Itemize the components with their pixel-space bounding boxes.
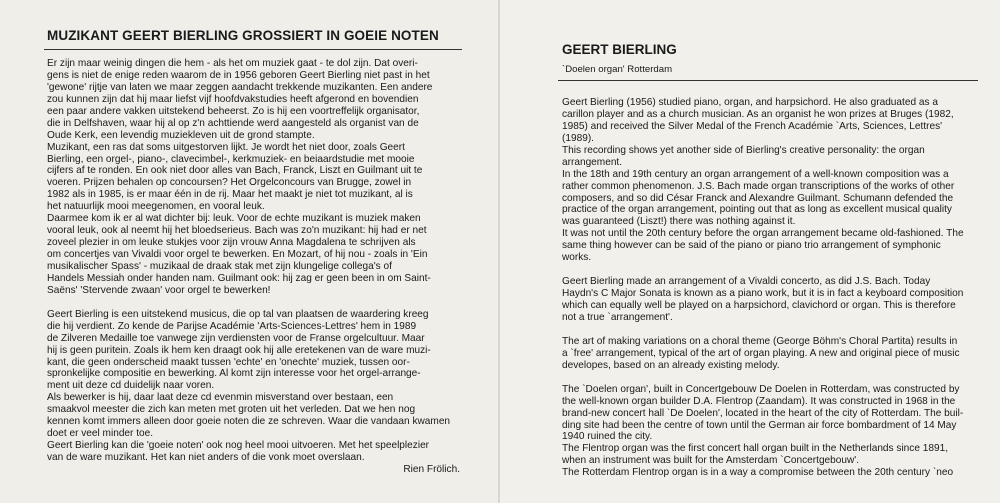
text-line: Bierling, een orgel-, piano-, clavecimbel-, kerkmuziek- en beiaardstudie met mooie (47, 153, 415, 165)
text-line: This recording shows yet another side of Bierling's creative personality: the organ (562, 144, 925, 156)
text-line: 1985) and received the Silver Medal of the French Académie `Arts, Sciences, Lettres' (562, 120, 943, 132)
paragraph-gap (562, 372, 976, 384)
text-line: ment uit deze cd duidelijk naar voren. (47, 380, 215, 392)
text-line: Geert Bierling is een uitstekend musicus, die op tal van plaatsen de waardering kreeg (47, 308, 429, 320)
text-line: The Rotterdam Flentrop organ is in a way a compromise between the 20th century `neo (562, 467, 954, 479)
text-line: ding site had been the centre of town until the German air force bombardment of 14 May (562, 419, 957, 431)
text-line: hij is geen puritein. Zoals ik hem ken draagt ook hij alle eretekenen van de ware muzi- (47, 344, 431, 356)
text-line: 1940 ruined the city. (562, 431, 653, 443)
text-line: when an instrument was built for the Amsterdam `Concertgebouw'. (562, 455, 860, 467)
text-line: kant, die geen onderscheid maakt tussen 'echte' en 'onechte' muziek, tussen oor- (47, 356, 410, 368)
text-line: Er zijn maar weinig dingen die hem - als het om muziek gaat - te dol zijn. Dat overi- (47, 58, 418, 69)
right-page (500, 0, 1000, 503)
text-line: arrangement. (562, 156, 623, 168)
text-line: Geert Bierling (1956) studied piano, organ, and harpsichord. He also graduated as a (562, 97, 938, 108)
text-line: 'gewone' rijtje van laten we maar zeggen aandacht trekkende muzikanten. Een andere (47, 81, 433, 93)
paragraph-gap (562, 324, 976, 336)
text-line: not a true `arrangement'. (562, 311, 673, 323)
left-page-title: MUZIKANT GEERT BIERLING GROSSIERT IN GOEIE NOTEN (47, 28, 439, 43)
text-line: carillon player and as a church musician. As an organist he won prizes at Bruges (1982, (562, 108, 954, 120)
text-line: Als bewerker is hij, daar laat deze cd evenmin misverstand over bestaan, een (47, 392, 394, 404)
text-line: Saëns' 'Stervende zwaan' voor orgel te bewerken! (47, 284, 271, 296)
text-line: composers, and so did César Franck and Alexandre Guilmant. Schumann defended the (562, 192, 954, 204)
text-line: vooral leuk, ook al neemt hij het bloedserieus. Bach was zo'n muzikant: hij had er net (47, 225, 427, 237)
text-line: which can equally well be played on a harpsichord, clavichord or organ. This is therefore (562, 300, 956, 311)
text-line: zou kunnen zijn dat hij maar liefst vijf hoofdvakstudies heeft afgerond en bovendien (47, 93, 419, 105)
text-line: smaakvol meester die zich kan meten met groten uit het verleden. Dat we hen nog (47, 404, 416, 416)
text-line: The Flentrop organ was the first concert hall organ built in the Netherlands since 1891, (562, 443, 949, 455)
text-line: voeren. Prijzen behalen op concoursen? Het Orgelconcours van Brugge, zowel in (47, 177, 412, 189)
text-line: was guaranteed (Liszt!) there was nothing against it. (562, 216, 796, 228)
text-line: Handels Messiah onder handen nam. Guilmant ook: hij zag er geen been in om Saint- (47, 272, 431, 284)
right-title-rule (558, 80, 978, 81)
text-line: gens is niet de enige reden waarom de in 1956 geboren Geert Bierling niet past in het (47, 69, 430, 81)
text-line: het natuurlijk mooi meegenomen, en vooral leuk. (47, 201, 265, 213)
text-line: musikalischer Spass' - muzikaal de draak stak met zijn klungelige collega's of (47, 260, 392, 272)
text-line: rather common phenomenon. J.S. Bach made organ transcriptions of the works of other (562, 180, 955, 192)
text-line: works. (562, 252, 592, 264)
text-line: Muzikant, een ras dat soms uitgestorven lijkt. Je wordt het niet door, zoals Geert (47, 141, 405, 153)
paragraph-gap (562, 264, 976, 276)
text-line: Daarmee kom ik er al wat dichter bij: leuk. Voor de echte muzikant is muziek maken (47, 213, 421, 225)
text-line: the well-known organ builder D.A. Flentrop (Zaandam). It was constructed in 1968 in the (562, 395, 956, 407)
text-line: Oude Kerk, een levendig muziekleven uit de grond stampte. (47, 129, 315, 141)
text-line: Haydn's C Major Sonata is known as a piano work, but it is in fact a keyboard composition (562, 288, 964, 300)
text-line: Geert Bierling kan die 'goeie noten' ook nog heel mooi uitvoeren. Met het speelplezier (47, 440, 430, 452)
text-line: same thing however can be said of the piano or piano trio arrangement of symphonic (562, 240, 941, 252)
signature: Rien Frölich. (403, 463, 460, 475)
text-line: 1982 als in 1985, is er maar één in de rij. Maar het maakt je niet tot muzikant, al is (47, 189, 413, 201)
text-line: (1989). (562, 132, 594, 144)
text-line: die in Delfshaven, waar hij al op z'n achttiende werd aangesteld als organist van de (47, 117, 419, 129)
text-line: practice of the organ arrangement, pointing out that as long as excellent musical quality (562, 204, 952, 216)
text-line: doet er veel minder toe. (47, 428, 154, 440)
text-line: een paar andere vakken uitstekend beheerst. Zo is hij een voortreffelijk organisator, (47, 105, 420, 117)
right-page-subtitle: `Doelen organ' Rotterdam (562, 64, 673, 75)
left-body-text (47, 58, 460, 476)
text-line: zoveel plezier in om leuke stukjes voor zijn vrouw Anna Magdalena te schrijven als (47, 237, 416, 249)
text-line: kennen komt immers alleen door goeie noten die ze schreven. Waar die vandaan kwamen (47, 416, 451, 428)
text-line: om concertjes van Vivaldi voor orgel te bewerken. En Mozart, of hij nou - zoals in 'Ein (47, 249, 428, 260)
text-line: It was not until the 20th century before the organ arrangement became old-fashioned. The (562, 228, 964, 240)
text-line: de Zilveren Medaille toe vanwege zijn verdiensten voor de Franse orgelcultuur. Maar (47, 332, 425, 344)
text-line: developes, based on an already existing melody. (562, 359, 780, 371)
text-line: The `Doelen organ', built in Concertgebouw De Doelen in Rotterdam, was constructed by (562, 383, 960, 395)
text-line: brand-new concert hall `De Doelen', located in the heart of the city of Rotterdam. The buil- (562, 407, 964, 419)
left-page (0, 0, 498, 503)
text-line: Geert Bierling made an arrangement of a Vivaldi concerto, as did J.S. Bach. Today (562, 276, 931, 288)
text-line: In the 18th and 19th century an organ arrangement of a well-known composition was a (562, 168, 949, 180)
text-line: The art of making variations on a choral theme (George Böhm's Choral Partita) results in (562, 335, 958, 347)
right-body-text (562, 97, 976, 479)
text-line: van de ware muzikant. Het kan niet anders of die vonk moet overslaan. (47, 452, 365, 463)
paragraph-gap (47, 297, 460, 309)
text-line: cijfers af te ronden. En ook niet door alles van Bach, Franck, Liszt en Guilmant uit te (47, 165, 423, 177)
text-line: die hij verdient. Zo kende de Parijse Académie 'Arts-Sciences-Lettres' hem in 1989 (47, 320, 417, 332)
text-line: spronkelijke compositie en bewerking. Al komt zijn interesse voor het orgel-arrange- (47, 368, 421, 380)
text-line: a `free' arrangement, typical of the art of organ playing. A new and original piece of music (562, 347, 960, 359)
right-page-title: GEERT BIERLING (562, 42, 677, 57)
left-title-rule (44, 49, 462, 50)
